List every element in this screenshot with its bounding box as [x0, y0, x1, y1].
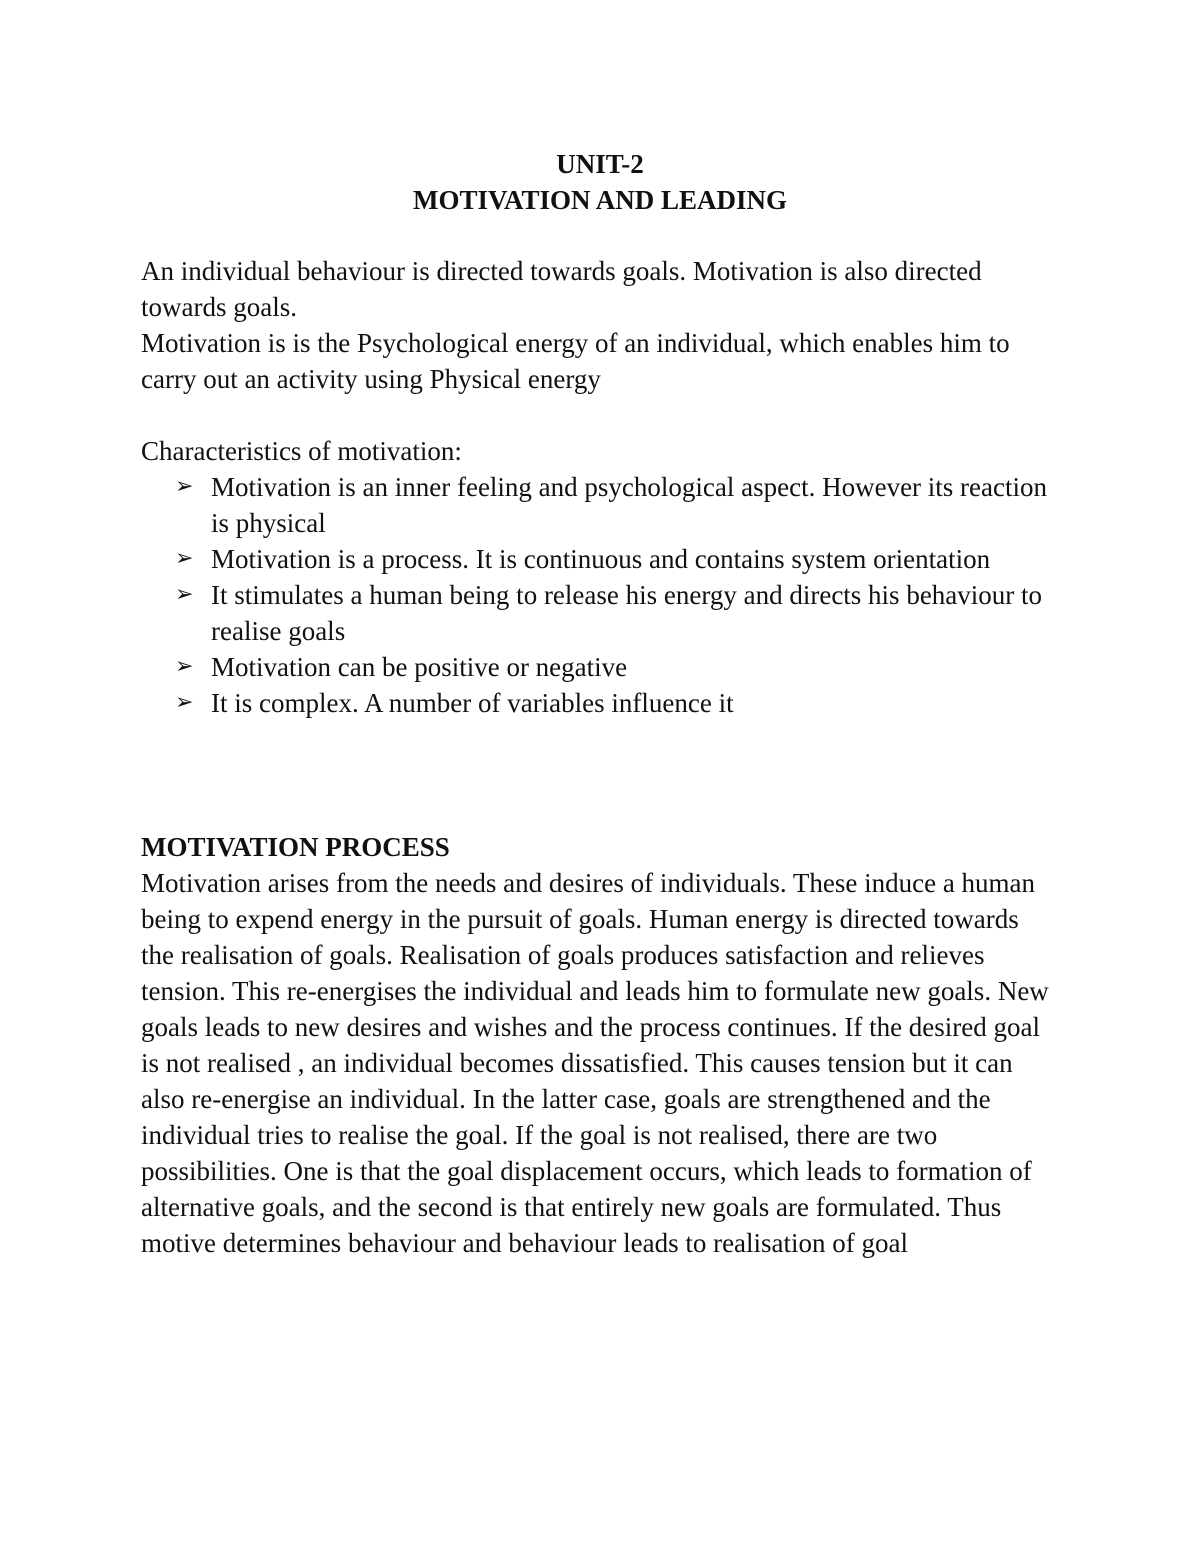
arrowhead-bullet-icon: ➢ [175, 582, 194, 607]
characteristics-list [141, 469, 1071, 721]
page-title: MOTIVATION AND LEADING [412, 185, 788, 215]
arrowhead-bullet-icon: ➢ [175, 690, 194, 715]
list-item [141, 469, 1071, 541]
list-item [141, 685, 1071, 721]
list-item-text: It is complex. A number of variables influence it [211, 688, 734, 718]
list-item-text: Motivation is an inner feeling and psychological aspect. However its reaction is physical [211, 472, 1047, 538]
process-heading: MOTIVATION PROCESS [141, 832, 450, 862]
arrowhead-bullet-icon: ➢ [175, 474, 194, 499]
arrowhead-bullet-icon: ➢ [175, 546, 194, 571]
list-item-text: Motivation is a process. It is continuous and contains system orientation [211, 544, 991, 574]
characteristics-heading: Characteristics of motivation: [141, 436, 462, 466]
list-item-text: It stimulates a human being to release his energy and directs his behaviour to realise goals [211, 580, 1043, 646]
list-item-text: Motivation can be positive or negative [211, 652, 628, 682]
intro-paragraph: An individual behaviour is directed towards goals. Motivation is also directed towards goals. [141, 256, 982, 322]
list-item [141, 541, 1071, 577]
list-item [141, 649, 1071, 685]
arrowhead-bullet-icon: ➢ [175, 654, 194, 679]
list-item [141, 577, 1071, 649]
intro-section [141, 253, 1071, 397]
unit-heading: UNIT-2 [556, 149, 644, 179]
intro-paragraph: Motivation is is the Psychological energy of an individual, which enables him to carry out an activity using Physical energy [141, 328, 1010, 394]
process-paragraph: Motivation arises from the needs and desires of individuals. These induce a human being to expend energy in the pursuit of goals. Human energy is directed towards the realisation of goals. Realisation of goals produces satisfaction and relieves tension. This re-energises the individual and leads him to formulate new goals. New goals leads to new desires and wishes and the process continues. If the desired goal is not realised , an individual becomes dissatisfied. This causes tension but it can also re-energise an individual. In the latter case, goals are strengthened and the individual tries to realise the goal. If the goal is not realised, there are two possibilities. One is that the goal displacement occurs, which leads to formation of alternative goals, and the second is that entirely new goals are formulated. Thus motive determines behaviour and behaviour leads to realisation of goal [141, 868, 1049, 1258]
